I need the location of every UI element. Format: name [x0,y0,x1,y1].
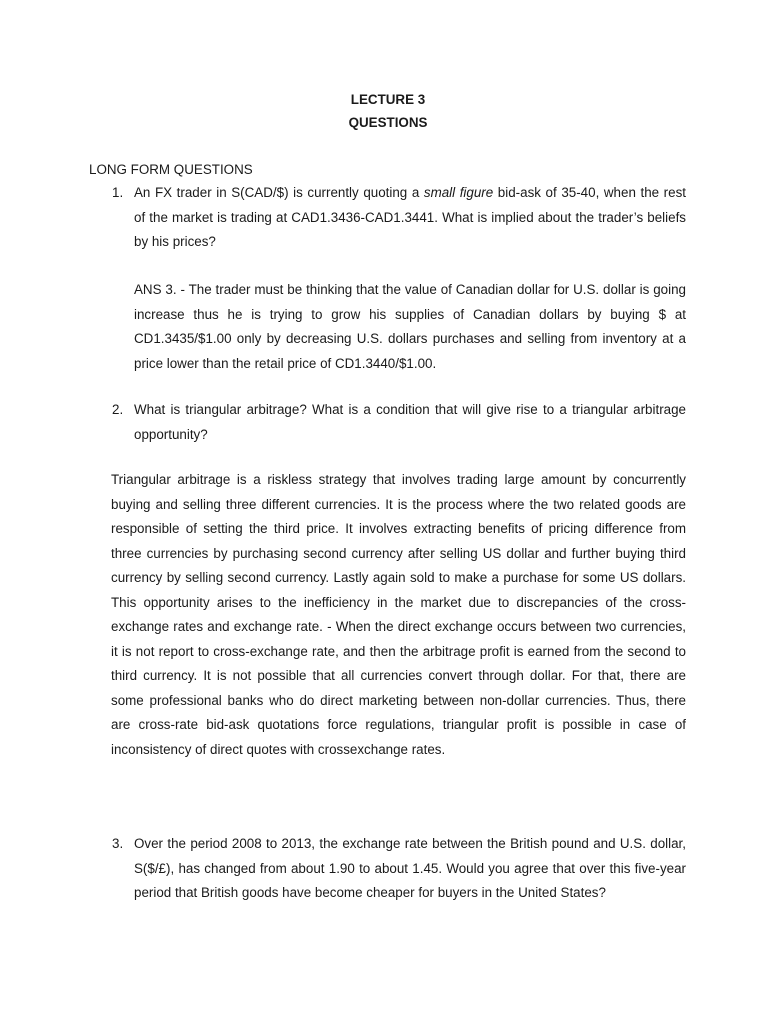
question-1-text-italic: small figure [423,185,494,200]
question-3-text: Over the period 2008 to 2013, the exchange rate between the British pound and U.S. dollar, S($/£), has changed from about 1.90 to about 1.45. Would you agree that over this five-year period that British goods have become cheaper for buyers in the United States? [134,836,686,900]
question-1-text-after: bid-ask of 35-40, when the rest of the market is trading at CAD1.3436-CAD1.3441. What is implied about the trader’s beliefs by his prices? [134,185,687,249]
questions-heading: QUESTIONS [348,115,428,130]
question-1-text [134,181,686,255]
section-label: LONG FORM QUESTIONS [89,162,253,177]
lecture-title: LECTURE 3 [350,92,426,107]
answer-2-text: Triangular arbitrage is a riskless strategy that involves trading large amount by concurrently buying and selling three different currencies. It is the process where the two related goods are responsible of setting the third price. It involves extracting benefits of pricing difference from three currencies by purchasing second currency after selling US dollar and further buying third currency by selling second currency. Lastly again sold to make a purchase for some US dollars. This opportunity arises to the inefficiency in the market due to discrepancies of the cross-exchange rates and exchange rate. - When the direct exchange occurs between two currencies, it is not report to cross-exchange rate, and then the arbitrage profit is earned from the second to third currency. It is not possible that all currencies convert through dollar. For that, there are some professional banks who do direct marketing between non-dollar currencies. Thus, there are cross-rate bid-ask quotations force regulations, triangular profit is possible in case of inconsistency of direct quotes with crossexchange rates. [111,472,686,757]
question-1-text-before: An FX trader in S(CAD/$) is currently quoting a [134,185,424,200]
question-3-number: 3. [112,836,124,851]
answer-1-text: ANS 3. - The trader must be thinking that the value of Canadian dollar for U.S. dollar is going increase thus he is trying to grow his supplies of Canadian dollars by buying $ at CD1.3435/$1.00 only by decreasing U.S. dollars purchases and selling from inventory at a price lower than the retail price of CD1.3440/$1.00. [134,282,686,371]
question-1-number: 1. [112,185,124,200]
question-2-number: 2. [112,402,124,417]
question-2-text: What is triangular arbitrage? What is a condition that will give rise to a triangular arbitrage opportunity? [134,402,686,442]
